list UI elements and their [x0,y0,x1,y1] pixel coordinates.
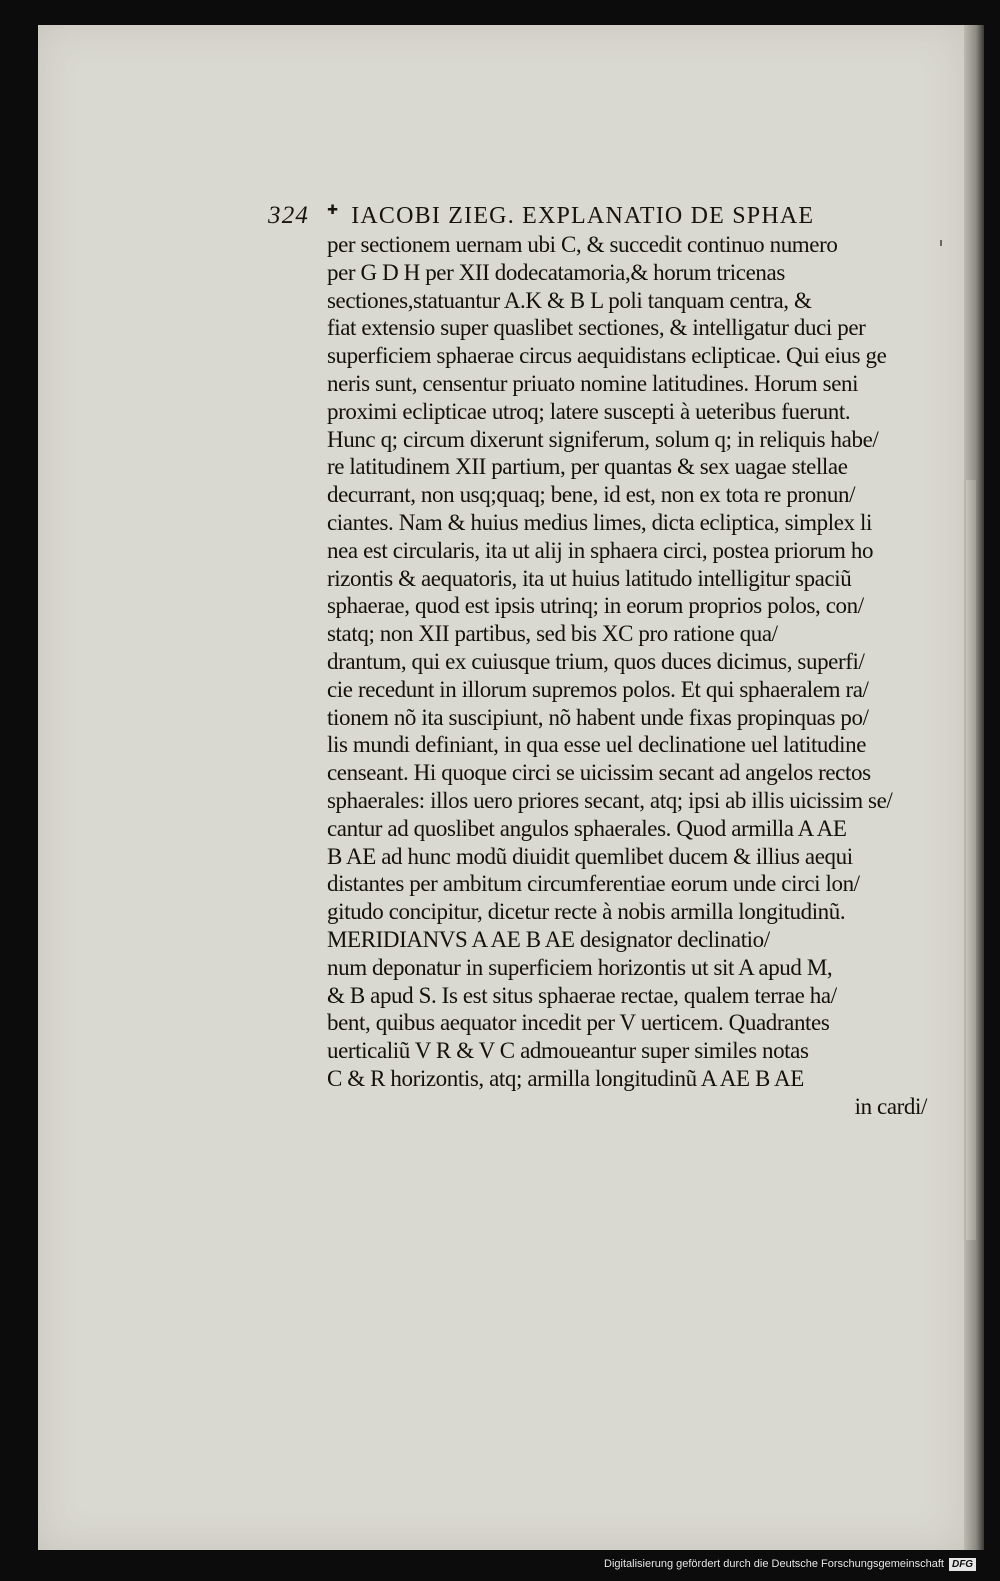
text-line: neris sunt, censentur priuato nomine latitudines. Horum seni [327,370,859,396]
text-line: cantur ad quoslibet angulos sphaerales. Quod armilla A AE [327,815,847,841]
text-line: gitudo concipitur, dicetur recte à nobis armilla longitudinũ. [327,899,846,925]
text-line: decurrant, non usq;quaq; bene, id est, non ex tota re pronun/ [327,482,856,508]
running-head: IACOBI ZIEG. EXPLANATIO DE SPHAE [351,202,815,229]
digitization-credit [604,1554,994,1574]
text-line: uerticaliũ V R & V C admoueantur super similes notas [327,1038,809,1064]
text-line: fiat extensio super quaslibet sectiones, & intelligatur duci per [327,315,866,341]
text-line: Hunc q; circum dixerunt signiferum, solum q; in reliquis habe/ [327,426,879,452]
credit-text: Digitalisierung gefördert durch die Deutsche Forschungsgemeinschaft [604,1558,944,1570]
text-line: distantes per ambitum circumferentiae eorum unde circi lon/ [327,871,860,897]
text-line: sphaerales: illos uero priores secant, atq; ipsi ab illis uicissim se/ [327,787,893,813]
text-block [327,231,937,1121]
text-line: bent, quibus aequator incedit per V uerticem. Quadrantes [327,1010,830,1036]
text-line: cie recedunt in illorum supremos polos. Et qui sphaeralem ra/ [327,676,869,702]
text-line: superficiem sphaerae circus aequidistans eclipticae. Qui eius ge [327,343,887,369]
text-line: lis mundi definiant, in qua esse uel declinatione uel latitudine [327,732,867,758]
text-line: B AE ad hunc modũ diuidit quemlibet ducem & illius aequi [327,843,853,869]
page-header [268,197,928,235]
text-line: sectiones,statuantur A.K & B L poli tanquam centra, & [327,287,812,313]
paper-speck [940,240,942,246]
header-ornament-icon: ✚ [327,202,340,217]
text-line: censeant. Hi quoque circi se uicissim secant ad angelos rectos [327,760,871,786]
catchword: in cardi/ [854,1093,927,1119]
text-line: ciantes. Nam & huius medius limes, dicta ecliptica, simplex li [327,509,872,535]
text-line: per G D H per XII dodecatamoria,& horum tricenas [327,259,785,285]
text-line: sphaerae, quod est ipsis utrinq; in eorum proprios polos, con/ [327,593,864,619]
text-line: rizontis & aequatoris, ita ut huius latitudo intelligitur spaciũ [327,565,852,591]
page-number: 324 [268,202,310,229]
dfg-logo: DFG [949,1558,976,1571]
text-line: per sectionem uernam ubi C, & succedit continuo numero [327,232,838,257]
text-line: & B apud S. Is est situs sphaerae rectae, qualem terrae ha/ [327,982,837,1008]
text-line: nea est circularis, ita ut alij in sphaera circi, postea priorum ho [327,537,874,563]
text-line: drantum, qui ex cuiusque trium, quos duces dicimus, superfi/ [327,648,865,674]
text-line: C & R horizontis, atq; armilla longitudinũ A AE B AE [327,1065,804,1091]
text-line: MERIDIANVS A AE B AE designator declinatio/ [327,926,770,952]
text-line: statq; non XII partibus, sed bis XC pro ratione qua/ [327,621,778,647]
text-line: tionem nõ ita suscipiunt, nõ habent unde fixas propinquas po/ [327,704,869,730]
text-line: proximi eclipticae utroq; latere suscepti à ueteribus fuerunt. [327,398,851,424]
text-line: re latitudinem XII partium, per quantas & sex uagae stellae [327,454,848,480]
page-edge-highlight [966,480,976,1240]
text-line: num deponatur in superficiem horizontis ut sit A apud M, [327,954,833,980]
